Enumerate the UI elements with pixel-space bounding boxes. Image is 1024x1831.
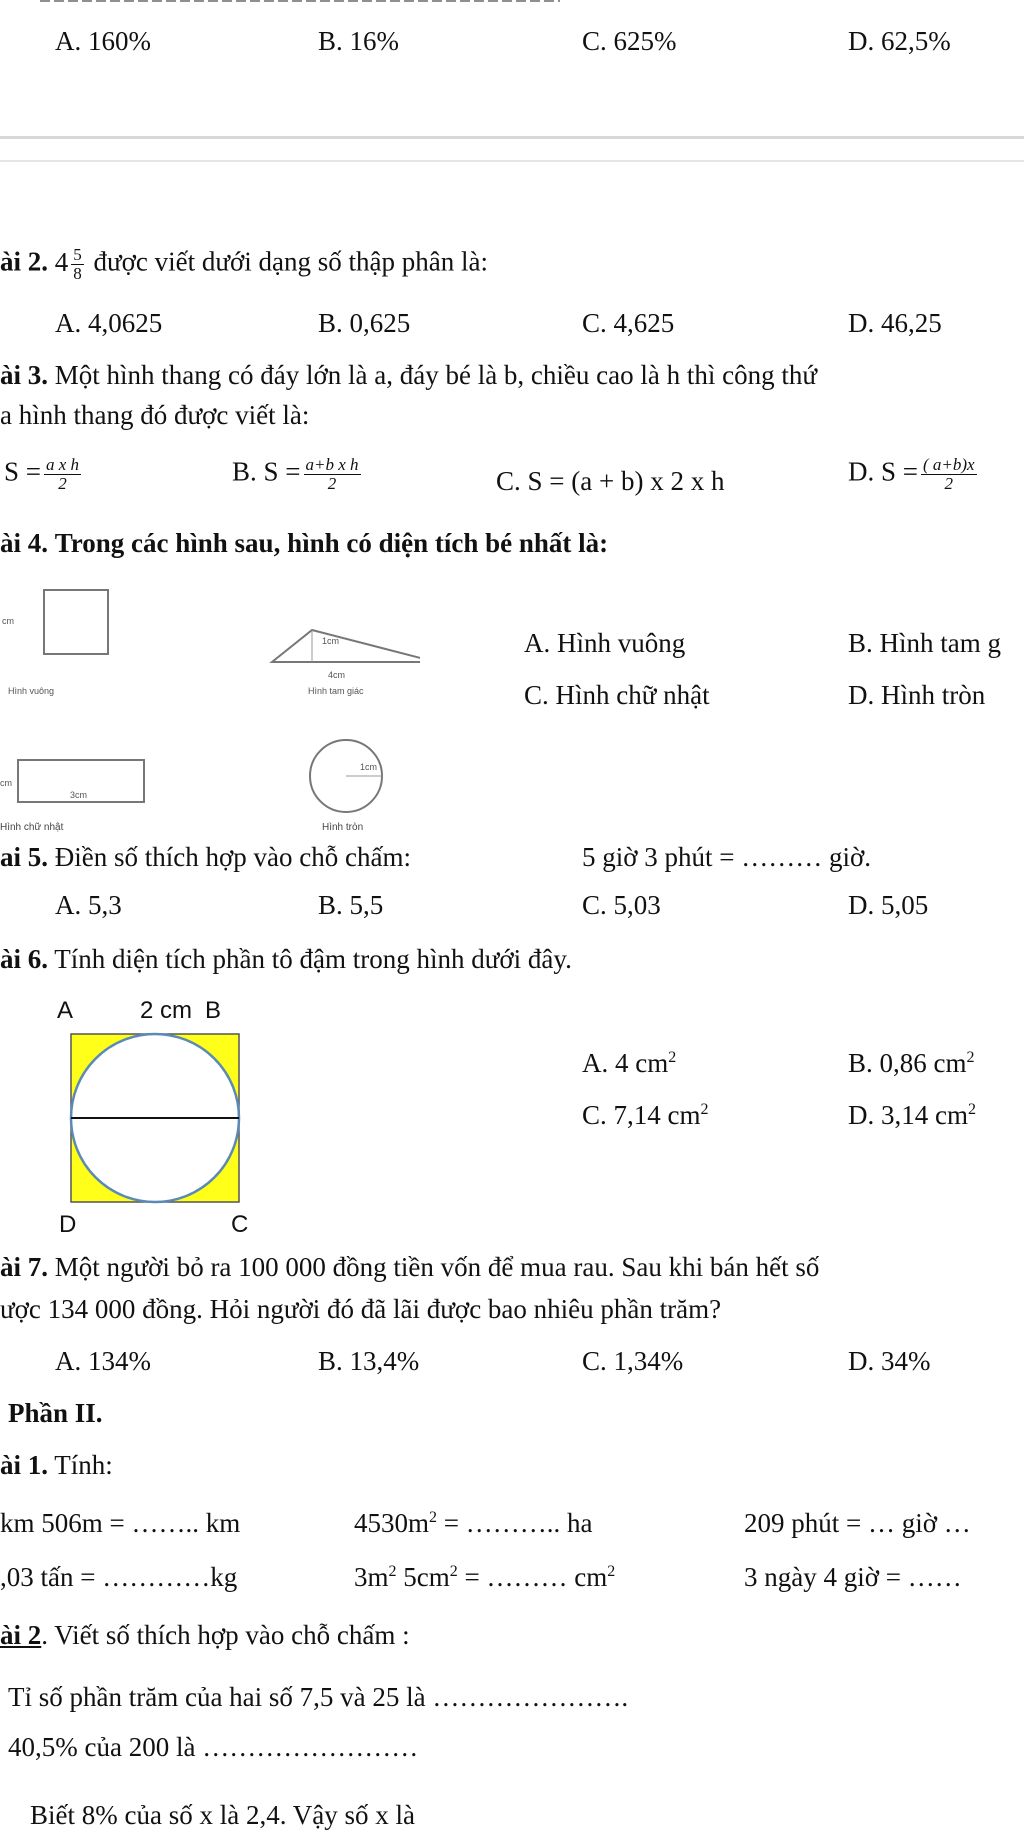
vertex-d: D xyxy=(59,1211,77,1238)
q6-option-b[interactable]: B. 0,86 $cm^2$ xyxy=(848,1048,975,1078)
part2-r2c2: $3m^2$ $5cm^2$ = ……… $cm^2$ xyxy=(354,1562,616,1592)
q6-option-d[interactable]: D. 3,14 $cm^2$ xyxy=(848,1100,976,1130)
square-side-label: cm xyxy=(2,616,14,626)
q6-question: ài 6. Tính diện tích phần tô đậm trong hình dưới đây. xyxy=(0,944,572,974)
q2-question xyxy=(0,246,488,283)
q7-label: ài 7. xyxy=(0,1252,49,1282)
q3-option-a[interactable]: S = $\frac{\text{a x h}}{2}$ xyxy=(4,455,80,493)
page-separator-shadow xyxy=(0,160,1024,162)
q2-mixed-number: 4 $\frac{5}{8}$ xyxy=(54,245,82,283)
q1-cutoff-line xyxy=(0,0,1024,2)
part2-r1c2: $4530m^2$ = ……….. ha xyxy=(354,1508,593,1538)
q4-option-b[interactable]: B. Hình tam g xyxy=(848,628,1001,658)
q5-option-c[interactable]: C. 5,03 xyxy=(582,890,661,920)
part2-r1c1: km 506m = …….. km xyxy=(0,1508,241,1538)
q5-question: ai 5. Điền số thích hợp vào chỗ chấm: xyxy=(0,842,411,872)
square-shape xyxy=(44,590,108,654)
q7-option-a[interactable]: A. 134% xyxy=(55,1346,151,1376)
square-caption: Hình vuông xyxy=(8,686,55,696)
vertex-c: C xyxy=(231,1211,249,1238)
rectangle-height-label: cm xyxy=(0,778,12,788)
q1-option-a[interactable]: A. 160% xyxy=(55,26,151,56)
q5-option-b[interactable]: B. 5,5 xyxy=(318,890,384,920)
q5-option-a[interactable]: A. 5,3 xyxy=(55,890,122,920)
q4-option-a[interactable]: A. Hình vuông xyxy=(524,628,686,658)
part2-fill-line1: Tỉ số phần trăm của hai số 7,5 và 25 là …………………. xyxy=(8,1682,629,1712)
q6-label: ài 6. xyxy=(0,944,49,974)
rectangle-caption: Hình chữ nhật xyxy=(0,822,64,833)
q4-option-c[interactable]: C. Hình chữ nhật xyxy=(524,680,710,710)
q4-label: ài 4. xyxy=(0,528,49,558)
part2-r2c3: 3 ngày 4 giờ = …… xyxy=(744,1562,962,1592)
q6-option-a[interactable]: A. 4 $cm^2$ xyxy=(582,1048,677,1078)
q2-text: được viết dưới dạng số thập phân là: xyxy=(93,246,489,277)
q3-line1: ài 3. Một hình thang có đáy lớn là a, đáy bé là b, chiều cao là h thì công thứ xyxy=(0,360,817,390)
q3-option-b[interactable]: B. S = $\frac{\text{a+b x h}}{2}$ xyxy=(232,455,359,493)
q7-option-b[interactable]: B. 13,4% xyxy=(318,1346,420,1376)
vertex-a: A xyxy=(57,997,74,1024)
q4-shapes-figure xyxy=(0,580,420,820)
triangle-caption: Hình tam giác xyxy=(308,686,364,696)
q1-option-d[interactable]: D. 62,5% xyxy=(848,26,951,56)
q4-question: ài 4. Trong các hình sau, hình có diện tích bé nhất là: xyxy=(0,528,609,558)
q2-option-a[interactable]: A. 4,0625 xyxy=(55,308,163,338)
q3-option-d[interactable]: D. S = $\frac{( a+b)x}{2}$ xyxy=(848,455,975,493)
part2-b2-label: ài 2 xyxy=(0,1620,42,1650)
part2-fill-line3: Biết 8% của số x là 2,4. Vậy số x là xyxy=(30,1800,415,1830)
part2-b1-heading: ài 1. Tính: xyxy=(0,1450,113,1480)
q6-figure xyxy=(55,990,305,1240)
q2-option-c[interactable]: C. 4,625 xyxy=(582,308,675,338)
part2-r2c1: ,03 tấn = …………kg xyxy=(0,1562,238,1592)
q4-option-d[interactable]: D. Hình tròn xyxy=(848,680,986,710)
q3-option-c[interactable]: C. S = (a + b) x 2 x h xyxy=(496,466,725,496)
triangle-shape xyxy=(272,630,420,662)
q2-label: ài 2. xyxy=(0,246,49,277)
q3-line2: a hình thang đó được viết là: xyxy=(0,400,310,430)
vertex-b: B xyxy=(205,997,222,1024)
q1-option-b[interactable]: B. 16% xyxy=(318,26,399,56)
side-length-label: 2 cm xyxy=(140,997,193,1024)
q6-option-c[interactable]: C. 7,14 $cm^2$ xyxy=(582,1100,709,1130)
q7-line1: ài 7. Một người bỏ ra 100 000 đồng tiền vốn để mua rau. Sau khi bán hết số xyxy=(0,1252,820,1282)
q7-line2: ược 134 000 đồng. Hỏi người đó đã lãi được bao nhiêu phần trăm? xyxy=(0,1294,722,1324)
q5-label: ai 5. xyxy=(0,842,49,872)
triangle-base-label: 4cm xyxy=(328,670,346,680)
q7-option-c[interactable]: C. 1,34% xyxy=(582,1346,684,1376)
part2-fill-line2: 40,5% của 200 là …………………… xyxy=(8,1732,419,1762)
page-separator xyxy=(0,136,1024,139)
q3-label: ài 3. xyxy=(0,360,49,390)
q2-option-b[interactable]: B. 0,625 xyxy=(318,308,411,338)
circle-caption: Hình tròn xyxy=(322,822,364,833)
rectangle-width-label: 3cm xyxy=(70,790,88,800)
q7-option-d[interactable]: D. 34% xyxy=(848,1346,931,1376)
triangle-height-label: 1cm xyxy=(322,636,340,646)
q5-expression: 5 giờ 3 phút = ……… giờ. xyxy=(582,842,872,872)
q5-option-d[interactable]: D. 5,05 xyxy=(848,890,929,920)
part2-r1c3: 209 phút = … giờ … xyxy=(744,1508,971,1538)
part2-title: Phần II. xyxy=(8,1398,103,1428)
part2-b2-heading: ài 2. Viết số thích hợp vào chỗ chấm : xyxy=(0,1620,410,1650)
part2-b1-label: ài 1. xyxy=(0,1450,49,1480)
circle-radius-label: 1cm xyxy=(360,762,378,772)
q2-option-d[interactable]: D. 46,25 xyxy=(848,308,942,338)
q1-option-c[interactable]: C. 625% xyxy=(582,26,677,56)
